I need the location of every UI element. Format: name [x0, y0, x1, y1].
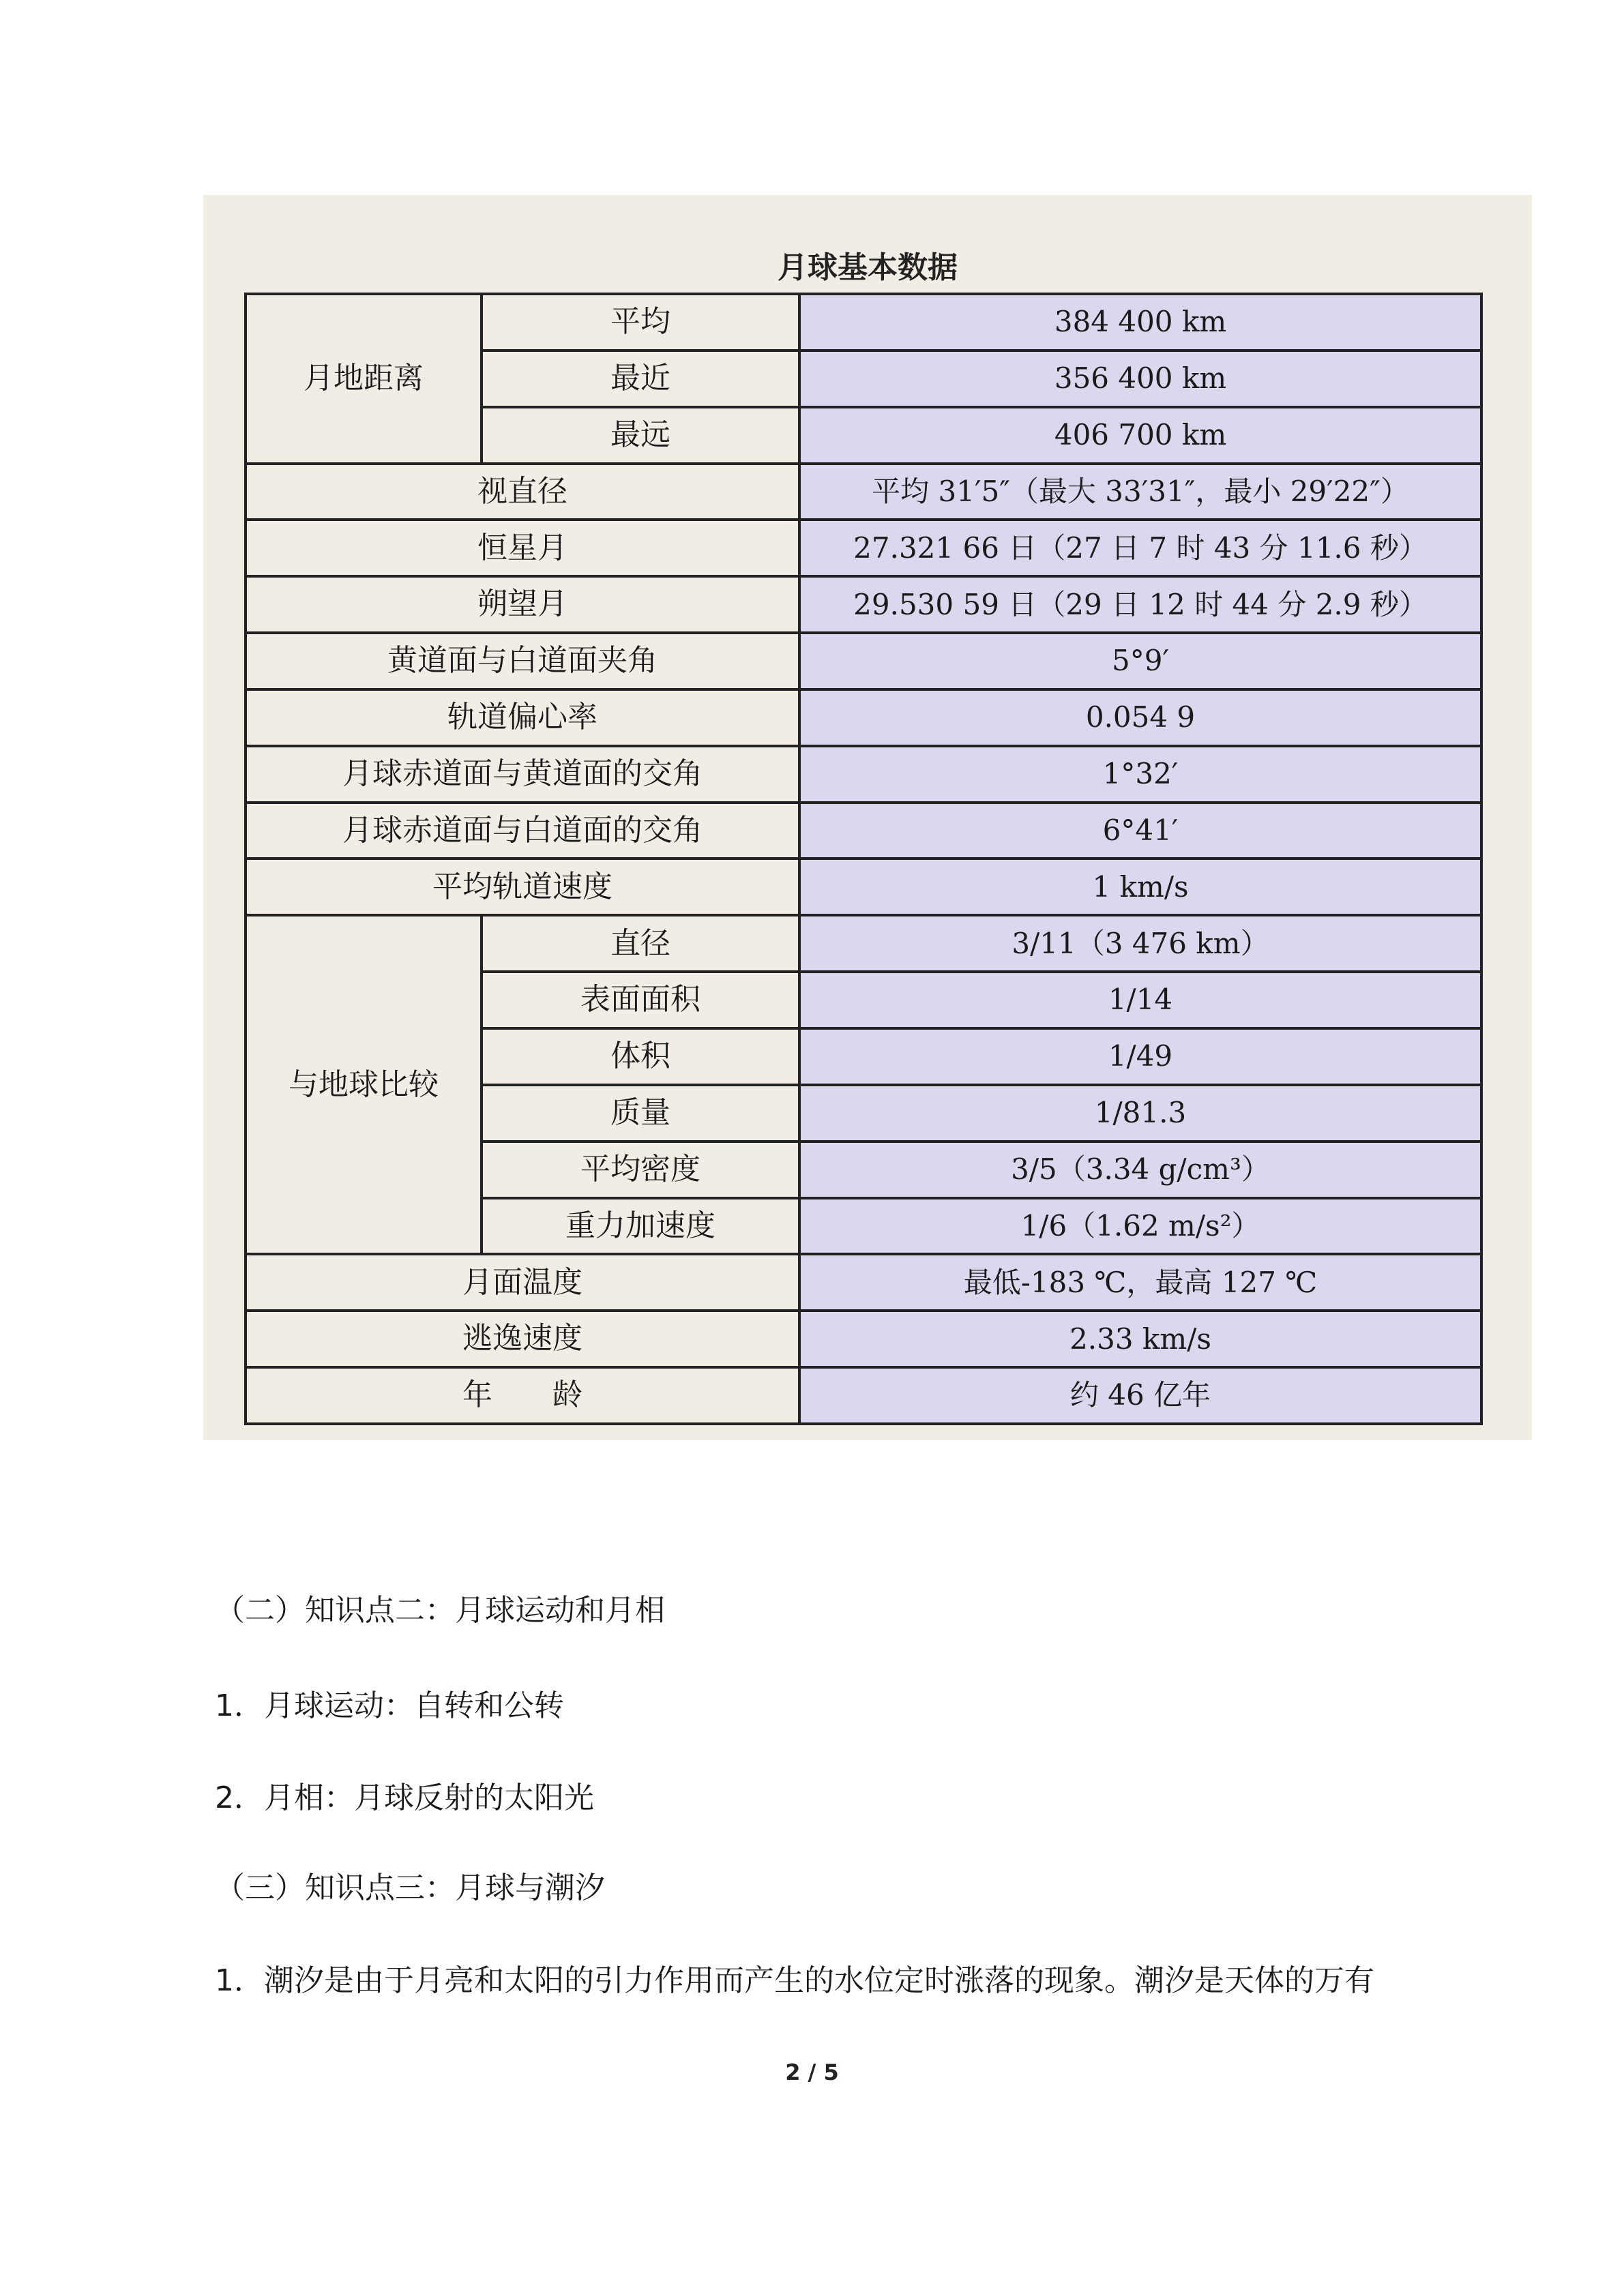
row-value: 1/49 — [799, 1028, 1481, 1085]
moon-data-table — [244, 293, 1483, 1425]
table-row — [246, 1367, 1481, 1424]
row-value: 384 400 km — [799, 294, 1481, 351]
row-value: 1/6（1.62 m/s²） — [799, 1198, 1481, 1255]
row-label: 黄道面与白道面夹角 — [246, 633, 799, 689]
table-row — [246, 915, 1481, 972]
row-label: 恒星月 — [246, 520, 799, 576]
row-label: 直径 — [482, 915, 799, 972]
row-value: 约 46 亿年 — [799, 1367, 1481, 1424]
row-value: 3/5（3.34 g/cm³） — [799, 1142, 1481, 1198]
row-value: 1/81.3 — [799, 1085, 1481, 1142]
row-label: 平均密度 — [482, 1142, 799, 1198]
row-label: 朔望月 — [246, 576, 799, 633]
row-value: 1 km/s — [799, 859, 1481, 915]
row-value: 2.33 km/s — [799, 1311, 1481, 1367]
row-value: 3/11（3 476 km） — [799, 915, 1481, 972]
row-label: 视直径 — [246, 464, 799, 520]
row-value: 29.530 59 日（29 日 12 时 44 分 2.9 秒） — [799, 576, 1481, 633]
row-label: 逃逸速度 — [246, 1311, 799, 1367]
row-label: 重力加速度 — [482, 1198, 799, 1255]
table-row — [246, 464, 1481, 520]
table-row — [246, 520, 1481, 576]
row-value: 平均 31′5″（最大 33′31″，最小 29′22″） — [799, 464, 1481, 520]
row-value: 1°32′ — [799, 746, 1481, 803]
row-label: 平均轨道速度 — [246, 859, 799, 915]
page-number: 2 / 5 — [785, 2059, 839, 2085]
moon-data-scan — [203, 195, 1532, 1440]
table-row — [246, 746, 1481, 803]
row-label: 年 龄 — [246, 1367, 799, 1424]
section-heading-3: （三）知识点三：月球与潮汐 — [215, 1870, 605, 1905]
table-row — [246, 294, 1481, 351]
table-title: 月球基本数据 — [778, 250, 958, 285]
row-label: 最近 — [482, 351, 799, 407]
row-label: 轨道偏心率 — [246, 689, 799, 746]
row-value: 1/14 — [799, 972, 1481, 1028]
section-heading-2: （二）知识点二：月球运动和月相 — [215, 1593, 665, 1628]
row-label: 表面面积 — [482, 972, 799, 1028]
row-label: 质量 — [482, 1085, 799, 1142]
table-row — [246, 859, 1481, 915]
row-label: 月面温度 — [246, 1254, 799, 1311]
row-label: 月球赤道面与白道面的交角 — [246, 803, 799, 859]
group-label: 与地球比较 — [246, 915, 482, 1254]
table-row — [246, 633, 1481, 689]
row-value: 5°9′ — [799, 633, 1481, 689]
row-value: 27.321 66 日（27 日 7 时 43 分 11.6 秒） — [799, 520, 1481, 576]
row-label: 月球赤道面与黄道面的交角 — [246, 746, 799, 803]
row-value: 406 700 km — [799, 407, 1481, 464]
row-value: 0.054 9 — [799, 689, 1481, 746]
list-item: 2．月相：月球反射的太阳光 — [215, 1780, 594, 1815]
group-label: 月地距离 — [246, 294, 482, 464]
list-item: 1．月球运动：自转和公转 — [215, 1688, 564, 1723]
table-row — [246, 689, 1481, 746]
row-label: 最远 — [482, 407, 799, 464]
row-value: 6°41′ — [799, 803, 1481, 859]
row-value: 356 400 km — [799, 351, 1481, 407]
table-row — [246, 1311, 1481, 1367]
table-row — [246, 1254, 1481, 1311]
table-row — [246, 576, 1481, 633]
list-item: 1．潮汐是由于月亮和太阳的引力作用而产生的水位定时涨落的现象。潮汐是天体的万有 — [215, 1963, 1374, 1998]
row-value: 最低-183 ℃，最高 127 ℃ — [799, 1254, 1481, 1311]
table-row — [246, 803, 1481, 859]
row-label: 平均 — [482, 294, 799, 351]
row-label: 体积 — [482, 1028, 799, 1085]
